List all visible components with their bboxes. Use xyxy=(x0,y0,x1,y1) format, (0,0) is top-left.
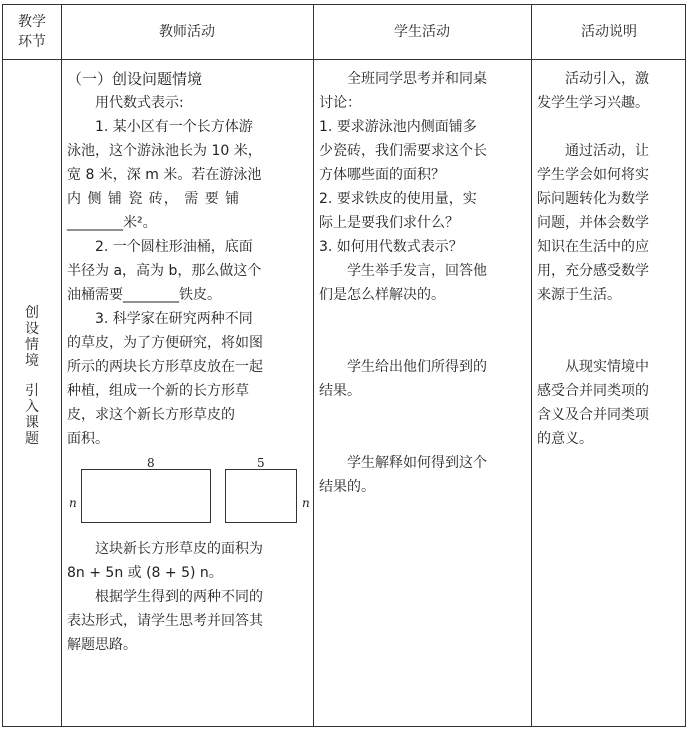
stage-char: 题 xyxy=(25,431,39,447)
stage-char: 设 xyxy=(25,321,39,337)
note-intro: 活动引入，激 xyxy=(565,71,649,87)
header-teacher: 教师活动 xyxy=(159,24,215,40)
question-1: 1. 某小区有一个长方体游 xyxy=(95,119,253,135)
rectangle-8-by-n xyxy=(81,469,211,523)
question-3: 面积。 xyxy=(67,431,109,447)
student-explain: 结果的。 xyxy=(319,479,375,495)
note-meaning: 含义及合并同类项 xyxy=(537,407,649,423)
closing-instruction: 表达形式，请学生思考并回答其 xyxy=(67,613,263,629)
teacher-activity xyxy=(67,67,309,657)
area-answer: 这块新长方形草皮的面积为 xyxy=(95,541,263,557)
note-purpose: 用，充分感受数学 xyxy=(537,263,649,279)
col-divider-2 xyxy=(313,5,314,726)
question-1: 宽 8 米，深 m 米。若在游泳池 xyxy=(67,167,262,183)
col-divider-1 xyxy=(61,5,62,726)
stage-label xyxy=(3,305,61,475)
note-meaning: 感受合并同类项的 xyxy=(537,383,649,399)
question-3: 3. 科学家在研究两种不同 xyxy=(95,311,253,327)
stage-char: 情 xyxy=(25,337,39,353)
student-question-1: 1. 要求游泳池内侧面铺多 xyxy=(319,119,477,135)
note-meaning: 的意义。 xyxy=(537,431,593,447)
question-1: 泳池，这个游泳池长为 10 米， xyxy=(67,143,262,159)
header-student: 学生活动 xyxy=(394,24,450,40)
note-meaning: 从现实情境中 xyxy=(565,359,649,375)
area-answer-expression: 8n + 5n 或 (8 + 5) n。 xyxy=(67,565,223,581)
note-purpose: 来源于生活。 xyxy=(537,287,621,303)
spacer xyxy=(537,307,683,355)
question-1: 内 侧 铺 瓷 砖， 需 要 铺 xyxy=(67,191,241,207)
stage-char: 境 xyxy=(25,353,39,369)
spacer xyxy=(537,115,683,139)
spacer xyxy=(319,403,527,451)
student-answer-speak: 们是怎么样解决的。 xyxy=(319,287,445,303)
note-purpose: 问题，并体会数学 xyxy=(537,215,649,231)
teacher-intro: 用代数式表示: xyxy=(95,95,184,111)
header-stage xyxy=(3,5,61,59)
student-give-results: 结果。 xyxy=(319,383,361,399)
figure-label-5: 5 xyxy=(257,456,265,470)
question-2: 半径为 a，高为 b，那么做这个 xyxy=(67,263,262,279)
student-question-1: 方体哪些面的面积？ xyxy=(319,167,445,183)
question-3: 的草皮，为了方便研究，将如图 xyxy=(67,335,263,351)
table-grid xyxy=(2,4,686,727)
note-purpose: 学生学会如何将实 xyxy=(537,167,649,183)
spacer xyxy=(319,307,527,355)
closing-instruction: 解题思路。 xyxy=(67,637,137,653)
question-2: 油桶需要________铁皮。 xyxy=(67,287,221,303)
figure-label-8: 8 xyxy=(147,456,155,470)
figure-label-n-left: n xyxy=(69,496,77,510)
student-discussion: 全班同学思考并和同桌 xyxy=(347,71,487,87)
student-discussion: 讨论： xyxy=(319,95,361,111)
student-question-2: 际上是要我们求什么？ xyxy=(319,215,459,231)
figure-label-n-right: n xyxy=(302,496,310,510)
question-2: 2. 一个圆柱形油桶，底面 xyxy=(95,239,253,255)
header-stage-line2: 环节 xyxy=(18,34,46,50)
activity-notes xyxy=(537,67,683,451)
stage-char: 创 xyxy=(25,305,39,321)
student-question-1: 少瓷砖，我们需要求这个长 xyxy=(319,143,487,159)
rectangle-5-by-n xyxy=(225,469,297,523)
closing-instruction: 根据学生得到的两种不同的 xyxy=(95,589,263,605)
note-purpose: 通过活动，让 xyxy=(565,143,649,159)
student-answer-speak: 学生举手发言，回答他 xyxy=(347,263,487,279)
question-3: 种植，组成一个新的长方形草 xyxy=(67,383,249,399)
stage-char: 入 xyxy=(25,399,39,415)
note-purpose: 知识在生活中的应 xyxy=(537,239,649,255)
question-3: 皮，求这个新长方形草皮的 xyxy=(67,407,235,423)
header-notes: 活动说明 xyxy=(581,24,637,40)
header-stage-line1: 教学 xyxy=(18,14,46,30)
section-heading: （一）创设问题情境 xyxy=(67,70,203,88)
student-explain: 学生解释如何得到这个 xyxy=(347,455,487,471)
header-divider xyxy=(3,59,685,60)
question-3: 所示的两块长方形草皮放在一起 xyxy=(67,359,263,375)
student-give-results: 学生给出他们所得到的 xyxy=(347,359,487,375)
stage-char: 引 xyxy=(25,383,39,399)
question-1-blank: ________米²。 xyxy=(67,215,157,231)
grass-figure xyxy=(67,451,309,537)
stage-gap xyxy=(3,369,61,383)
student-question-3: 3. 如何用代数式表示？ xyxy=(319,239,463,255)
student-question-2: 2. 要求铁皮的使用量，实 xyxy=(319,191,477,207)
note-intro: 发学生学习兴趣。 xyxy=(537,95,649,111)
student-activity xyxy=(319,67,527,499)
stage-char: 课 xyxy=(25,415,39,431)
col-divider-3 xyxy=(531,5,532,726)
note-purpose: 际问题转化为数学 xyxy=(537,191,649,207)
